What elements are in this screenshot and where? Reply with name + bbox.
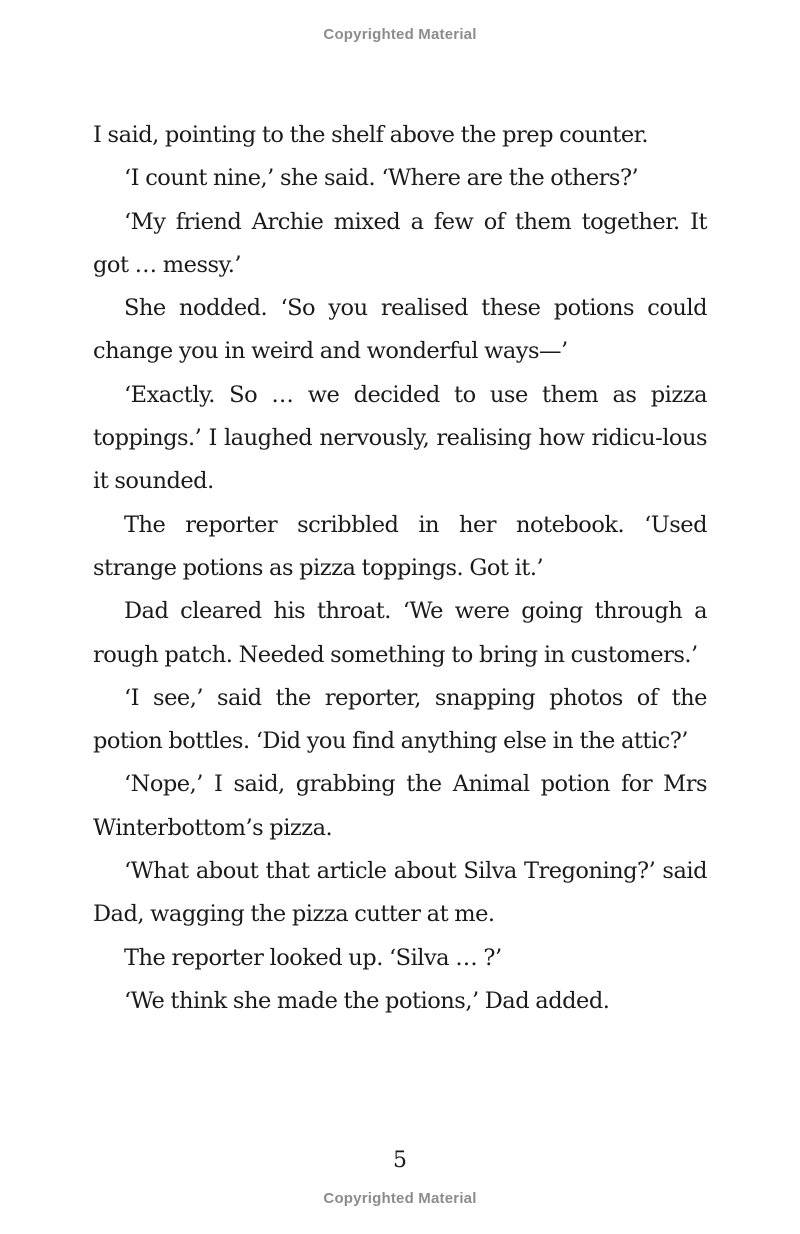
paragraph-7: Dad cleared his throat. ‘We were going through a rough patch. Needed something to bring in customers.’ — [93, 598, 707, 668]
paragraph-3: ‘My friend Archie mixed a few of them together. It got … messy.’ — [93, 208, 707, 278]
page-body-text — [93, 114, 707, 1023]
paragraph-2: ‘I count nine,’ she said. ‘Where are the others?’ — [124, 165, 639, 192]
paragraph-1: I said, pointing to the shelf above the prep counter. — [93, 122, 649, 148]
paragraph-11: The reporter looked up. ‘Silva … ?’ — [124, 944, 502, 971]
paragraph-8: ‘I see,’ said the reporter, snapping photos of the potion bottles. ‘Did you find anything else in the attic?’ — [93, 684, 707, 755]
paragraph-4: She nodded. ‘So you realised these potions could change you in weird and wonderful ways—’ — [93, 295, 707, 365]
copyright-watermark-bottom: Copyrighted Material — [323, 1190, 477, 1207]
page-number: 5 — [393, 1148, 407, 1173]
copyright-watermark-top: Copyrighted Material — [323, 26, 477, 43]
paragraph-9: ‘Nope,’ I said, grabbing the Animal potion for Mrs Winterbottom’s pizza. — [93, 771, 707, 841]
paragraph-10: ‘What about that article about Silva Tregoning?’ said Dad, wagging the pizza cutter at me. — [93, 858, 707, 928]
paragraph-6: The reporter scribbled in her notebook. ‘Used strange potions as pizza toppings. Got it.’ — [93, 511, 707, 581]
paragraph-12: ‘We think she made the potions,’ Dad added. — [124, 987, 610, 1014]
paragraph-5: ‘Exactly. So … we decided to use them as pizza toppings.’ I laughed nervously, realising how ridicu-lous it sounded. — [93, 381, 707, 495]
